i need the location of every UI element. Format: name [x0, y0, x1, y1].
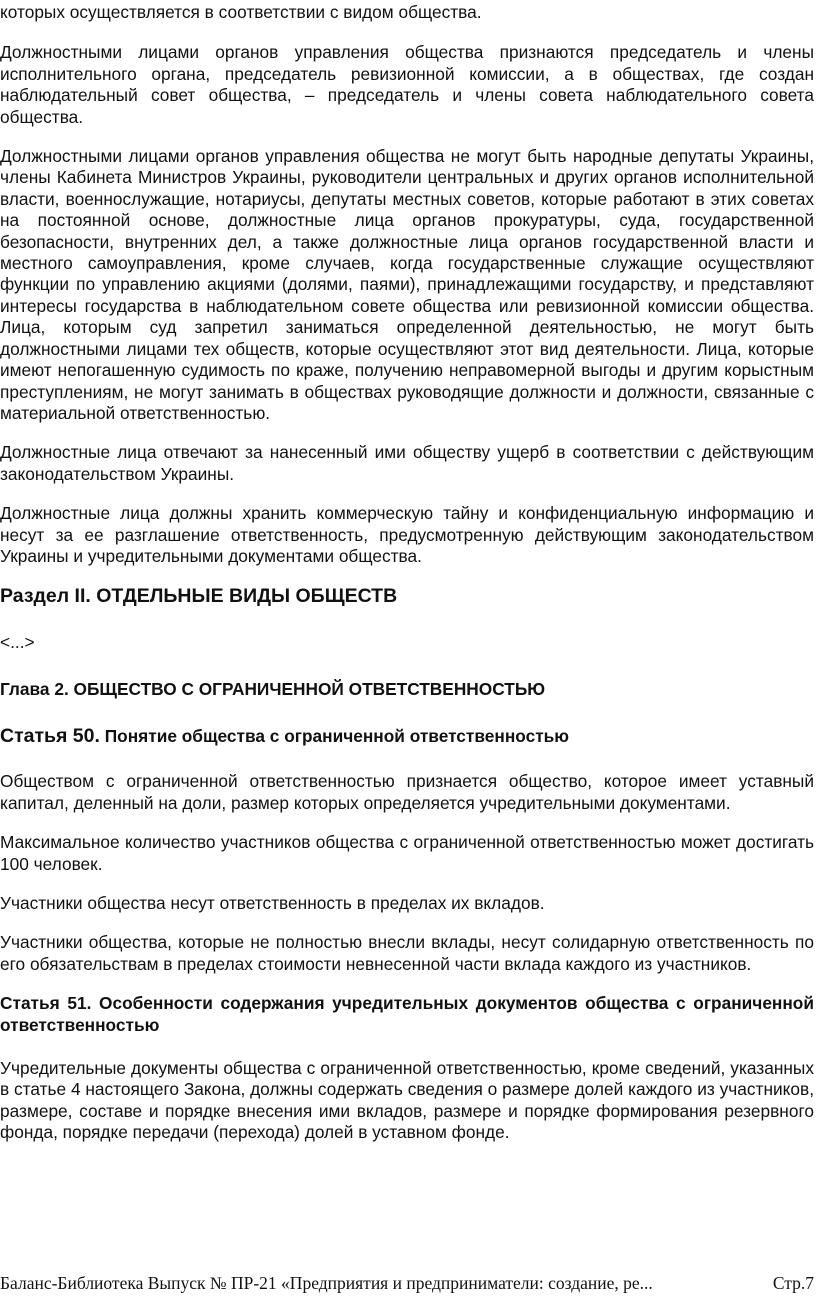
article-50-heading: [0, 726, 814, 747]
paragraph: Участники общества, которые не полностью внесли вклады, несут солидарную ответственность по его обязательствам в пределах стоимости невнесенной части вклада каждого из участников.: [0, 932, 814, 974]
paragraph: Участники общества несут ответственность в пределах их вкладов.: [0, 892, 545, 913]
paragraph: Должностными лицами органов управления общества признаются председатель и члены исполнительного органа, председатель ревизионной комиссии, а в обществах, где создан наблюдательный совет общества, – председатель и члены совета наблюдательного совета общества.: [0, 42, 814, 127]
page-number: Стр.7: [772, 1273, 814, 1293]
paragraph: Должностные лица должны хранить коммерческую тайну и конфиденциальную информацию и несут за ее разглашение ответственность, предусмотренную действующим законодательством Украины и учредительными документами общества.: [0, 503, 814, 566]
document-body: [0, 2, 816, 1162]
paragraph: Должностные лица отвечают за нанесенный ими обществу ущерб в соответствии с действующим законодательством Украины.: [0, 442, 814, 484]
page-footer: [0, 1272, 816, 1294]
paragraph: Максимальное количество участников общества с ограниченной ответственностью может достигать 100 человек.: [0, 832, 814, 874]
paragraph: которых осуществляется в соответствии с видом общества.: [0, 2, 482, 22]
footer-source: Баланс-Библиотека Выпуск № ПР-21 «Предприятия и предприниматели: создание, ре...: [0, 1273, 653, 1293]
paragraph: Обществом с ограниченной ответственностью признается общество, которое имеет уставный капитал, деленный на доли, размер которых определяется учредительными документами.: [0, 771, 814, 813]
article-50-number: Статья 50.: [0, 725, 100, 748]
paragraph: Учредительные документы общества с ограниченной ответственностью, кроме сведений, указанных в статье 4 настоящего Закона, должны содержать сведения о размере долей каждого из участников, размере, составе и порядке внесения ими вкладов, размере и порядке формирования резервного фонда, порядке передачи (перехода) долей в уставном фонде.: [0, 1058, 814, 1143]
paragraph: Должностными лицами органов управления общества не могут быть народные депутаты Украины, члены Кабинета Министров Украины, руководители центральных и других органов исполнительной власти, военнослужащие, нотариусы, депутаты местных советов, которые работают в этих советах на постоянной основе, должностные лица органов прокуратуры, суда, государственной безопасности, внутренних дел, а также должностные лица органов государственной власти и местного самоуправления, кроме случаев, когда государственные служащие осуществляют функции по управлению акциями (долями, паями), принадлежащими государству, и представляют интересы государства в наблюдательном совете общества или ревизионной комиссии общества. Лица, которым суд запретил заниматься определенной деятельностью, не могут быть должностными лицами тех обществ, которые осуществляют этот вид деятельности. Лица, которые имеют непогашенную судимость по краже, получению неправомерной выгоды и другим корыстным преступлениям, не могут занимать в обществах руководящие должности и должности, связанные с материальной ответственностью.: [0, 146, 814, 423]
section-heading: Раздел II. ОТДЕЛЬНЫЕ ВИДЫ ОБЩЕСТВ: [0, 585, 398, 608]
omission-marker: <...>: [0, 632, 35, 653]
chapter-heading: Глава 2. ОБЩЕСТВО С ОГРАНИЧЕННОЙ ОТВЕТСТВЕННОСТЬЮ: [0, 679, 546, 700]
article-51-heading: Статья 51. Особенности содержания учредительных документов общества с ограниченной ответственностью: [0, 993, 814, 1035]
article-50-title: Понятие общества с ограниченной ответственностью: [104, 726, 570, 747]
